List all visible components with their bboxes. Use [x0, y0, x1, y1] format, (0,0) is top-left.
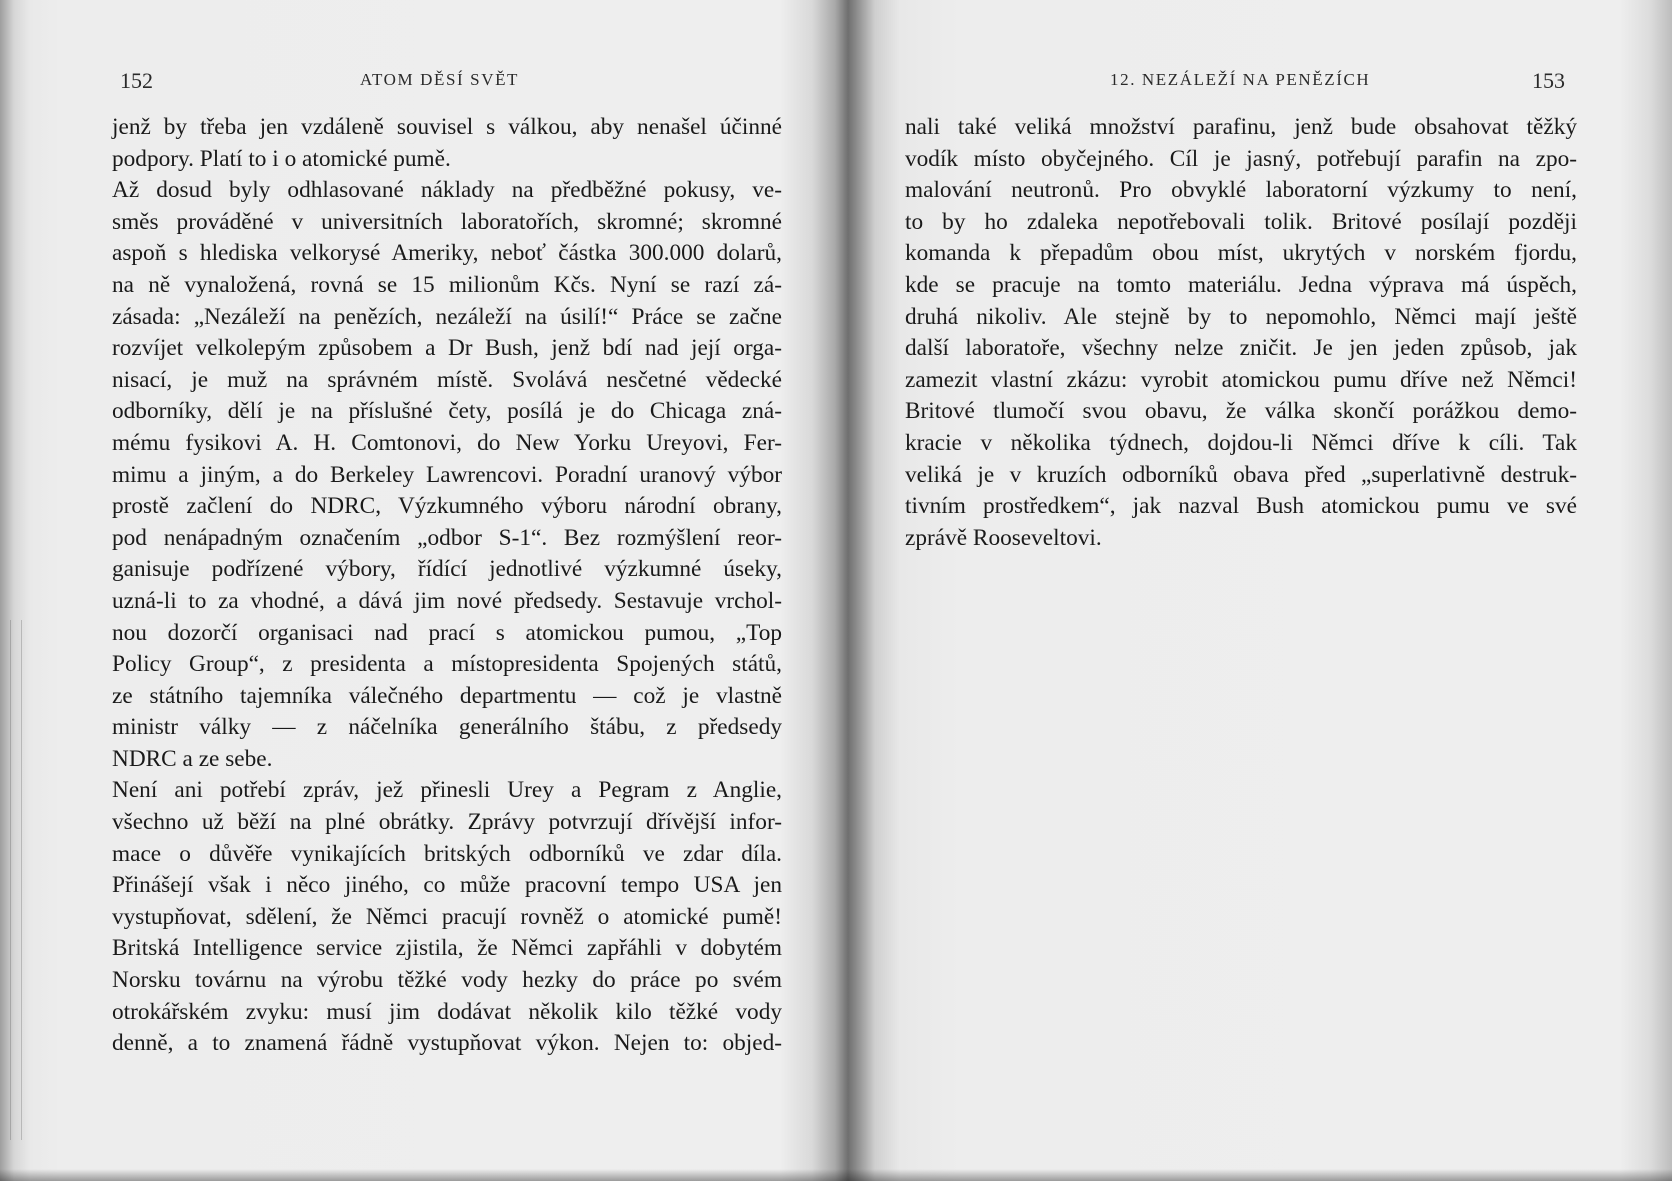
text-line: mému fysikovi A. H. Comtonovi, do New Yorku Ureyovi, Fer- [112, 429, 782, 456]
text-line: Přinášejí však i něco jiného, co může pracovní tempo USA jen [112, 872, 782, 899]
text-line: nou dozorčí organisaci nad prací s atomickou pumou, „Top [112, 619, 782, 646]
text-line: ministr války — z náčelníka generálního štábu, z předsedy [112, 714, 782, 741]
text-line: uzná-li to za vhodné, a dává jim nové předsedy. Sestavuje vrchol- [112, 587, 782, 614]
text-line: aspoň s hlediska velkorysé Ameriky, neboť částka 300.000 dolarů, [112, 240, 782, 267]
text-line: podpory. Platí to i o atomické pumě. [112, 145, 451, 172]
text-line: Policy Group“, z presidenta a místopresidenta Spojených států, [112, 651, 782, 678]
text-line: tivním prostředkem“, jak nazval Bush atomickou pumu ve své [905, 493, 1577, 520]
left-page-number: 152 [120, 68, 153, 93]
text-line: nali také veliká množství parafinu, jenž bude obsahovat těžký [905, 114, 1577, 140]
text-line: všechno už běží na plné obrátky. Zprávy potvrzují dřívější infor- [112, 809, 782, 836]
text-line: Britská Intelligence service zjistila, že Němci zapřáhli v dobytém [112, 935, 782, 962]
right-running-title: 12. NEZÁLEŽÍ NA PENĚZÍCH [1110, 70, 1371, 89]
text-line: NDRC a ze sebe. [112, 745, 273, 772]
text-line: kracie v několika týdnech, dojdou-li Němci dříve k cíli. Tak [905, 429, 1577, 456]
text-line: komanda k přepadům obou míst, ukrytých v norském fjordu, [905, 240, 1577, 267]
binding-edge-marks [10, 620, 22, 1140]
text-line: na ně vynaložená, rovná se 15 milionům Kčs. Nyní se razí zá- [112, 271, 782, 298]
text-line: ze státního tajemníka válečného departmentu — což je vlastně [112, 682, 782, 709]
text-line: rozvíjet velkolepým způsobem a Dr Bush, jenž bdí nad její orga- [112, 335, 782, 362]
text-line: zamezit vlastní zkázu: vyrobit atomickou pumu dříve než Němci! [905, 366, 1577, 393]
right-body-text [905, 112, 1577, 554]
text-line: mimu a jiným, a do Berkeley Lawrencovi. Poradní uranový výbor [112, 461, 782, 488]
text-line: odborníky, dělí je na příslušné čety, posílá je do Chicaga zná- [112, 398, 782, 425]
left-running-head [120, 68, 790, 96]
text-line: zprávě Rooseveltovi. [905, 524, 1102, 551]
text-line: Britové tlumočí svou obavu, že válka skončí porážkou demo- [905, 398, 1577, 425]
text-line: veliká je v kruzích odborníků obava před „superlativně destruk- [905, 461, 1577, 488]
text-line: Není ani potřebí zpráv, jež přinesli Urey a Pegram z Anglie, [112, 777, 782, 804]
text-line: nisací, je muž na správném místě. Svolává nesčetné vědecké [112, 366, 782, 393]
text-line: další laboratoře, všechny nelze zničit. Je jen jeden způsob, jak [905, 335, 1577, 362]
text-line: malování neutronů. Pro obvyklé laboratorní výzkumy to není, [905, 177, 1577, 204]
text-line: zásada: „Nezáleží na penězích, nezáleží na úsilí!“ Práce se začne [112, 303, 782, 330]
text-line: jenž by třeba jen vzdáleně souvisel s válkou, aby nenašel účinné [112, 114, 782, 140]
text-line: pod nenápadným označením „odbor S-1“. Bez rozmýšlení reor- [112, 524, 782, 551]
text-line: to by ho zdaleka nepotřebovali tolik. Britové posílají později [905, 208, 1577, 235]
text-line: denně, a to znamená řádně vystupňovat výkon. Nejen to: objed- [112, 1030, 782, 1057]
text-line: kde se pracuje na tomto materiálu. Jedna výprava má úspěch, [905, 271, 1577, 298]
text-line: otrokářském zvyku: musí jim dodávat několik kilo těžké vody [112, 998, 782, 1025]
text-line: druhá nikoliv. Ale stejně by to nepomohlo, Němci mají ještě [905, 303, 1577, 330]
text-line: mace o důvěře vynikajících britských odborníků ve zdar díla. [112, 840, 782, 867]
text-line: směs prováděné v universitních laboratořích, skromné; skromné [112, 208, 782, 235]
text-line: vodík místo obyčejného. Cíl je jasný, potřebují parafin na zpo- [905, 145, 1577, 172]
text-line: prostě začlení do NDRC, Výzkumného výboru národní obrany, [112, 493, 782, 520]
bottom-edge-shadow [0, 1169, 1672, 1181]
text-line: ganisuje podřízené výbory, řídící jednotlivé výzkumné úseky, [112, 556, 782, 583]
text-line: vystupňovat, sdělení, že Němci pracují rovněž o atomické pumě! [112, 903, 782, 930]
right-page [905, 0, 1585, 1181]
text-line: Norsku továrnu na výrobu těžké vody hezky do práce po svém [112, 967, 782, 994]
left-page [100, 0, 790, 1181]
right-page-number: 153 [1532, 68, 1565, 93]
left-running-title: ATOM DĚSÍ SVĚT [360, 70, 520, 89]
text-line: Až dosud byly odhlasované náklady na předběžné pokusy, ve- [112, 177, 782, 204]
right-running-head [905, 68, 1585, 96]
left-body-text [112, 112, 782, 1060]
